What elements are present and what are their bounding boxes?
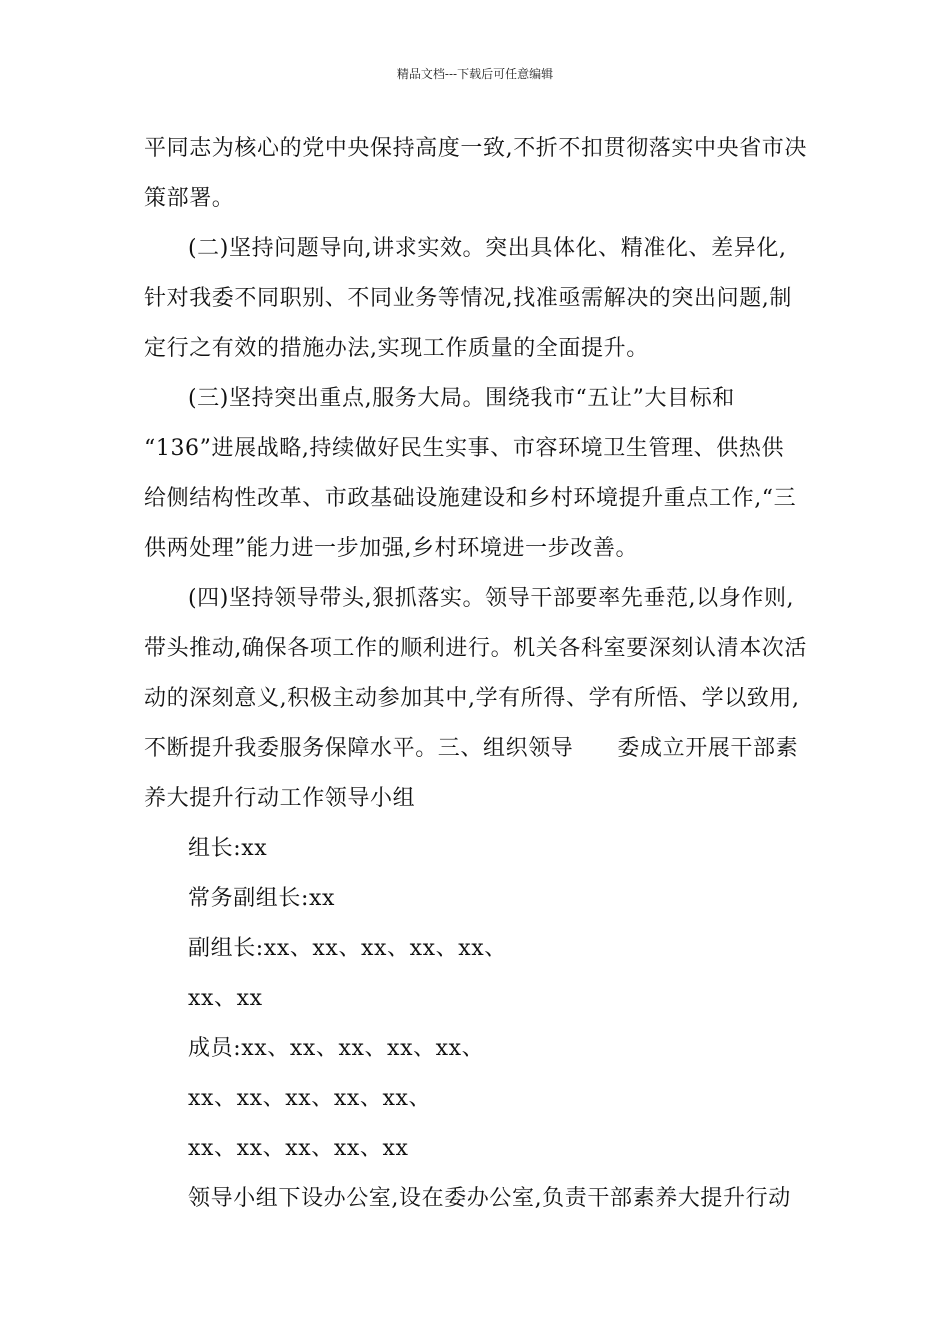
paragraph-line: 带头推动,确保各项工作的顺利进行。机关各科室要深刻认清本次活 [144,636,807,661]
document-body [144,124,808,1224]
paragraph-line: 给侧结构性改革、市政基础设施建设和乡村环境提升重点工作,“三 [144,486,797,511]
paragraph-line: (三)坚持突出重点,服务大局。围绕我市“五让”大目标和 [188,386,735,411]
members-line: xx、xx、xx、xx、xx [188,1136,409,1161]
members-line: 成员:xx、xx、xx、xx、xx、 [188,1036,485,1061]
group-leader-line: 组长:xx [188,836,268,861]
paragraph-line: (四)坚持领导带头,狠抓落实。领导干部要率先垂范,以身作则, [188,586,795,611]
deputy-leaders-line: 副组长:xx、xx、xx、xx、xx、 [188,936,507,961]
paragraph-line: 动的深刻意义,积极主动参加其中,学有所得、学有所悟、学以致用, [144,686,800,711]
members-line: xx、xx、xx、xx、xx、 [188,1086,432,1111]
paragraph-line: “136”进展战略,持续做好民生实事、市容环境卫生管理、供热供 [144,436,785,461]
paragraph-line: 供两处理”能力进一步加强,乡村环境进一步改善。 [144,536,639,561]
paragraph-line: 平同志为核心的党中央保持高度一致,不折不扣贯彻落实中央省市决 [144,136,807,161]
paragraph-line: 针对我委不同职别、不同业务等情况,找准亟需解决的突出问题,制 [144,286,792,311]
paragraph-text: 委成立开展干部素 [617,736,799,761]
paragraph-line: (二)坚持问题导向,讲求实效。突出具体化、精准化、差异化, [188,236,787,261]
paragraph-line: 定行之有效的措施办法,实现工作质量的全面提升。 [144,336,649,361]
page-header: 精品文档---下载后可任意编辑 [396,67,554,81]
section-heading-text: 不断提升我委服务保障水平。三、组织领导 [144,736,574,761]
paragraph-line: 养大提升行动工作领导小组 [144,786,416,811]
deputy-leaders-line: xx、xx [188,986,263,1011]
executive-deputy-leader-line: 常务副组长:xx [188,886,336,911]
paragraph-line: 策部署。 [144,186,235,211]
paragraph-line [144,724,808,774]
paragraph-line: 领导小组下设办公室,设在委办公室,负责干部素养大提升行动 [188,1186,791,1211]
